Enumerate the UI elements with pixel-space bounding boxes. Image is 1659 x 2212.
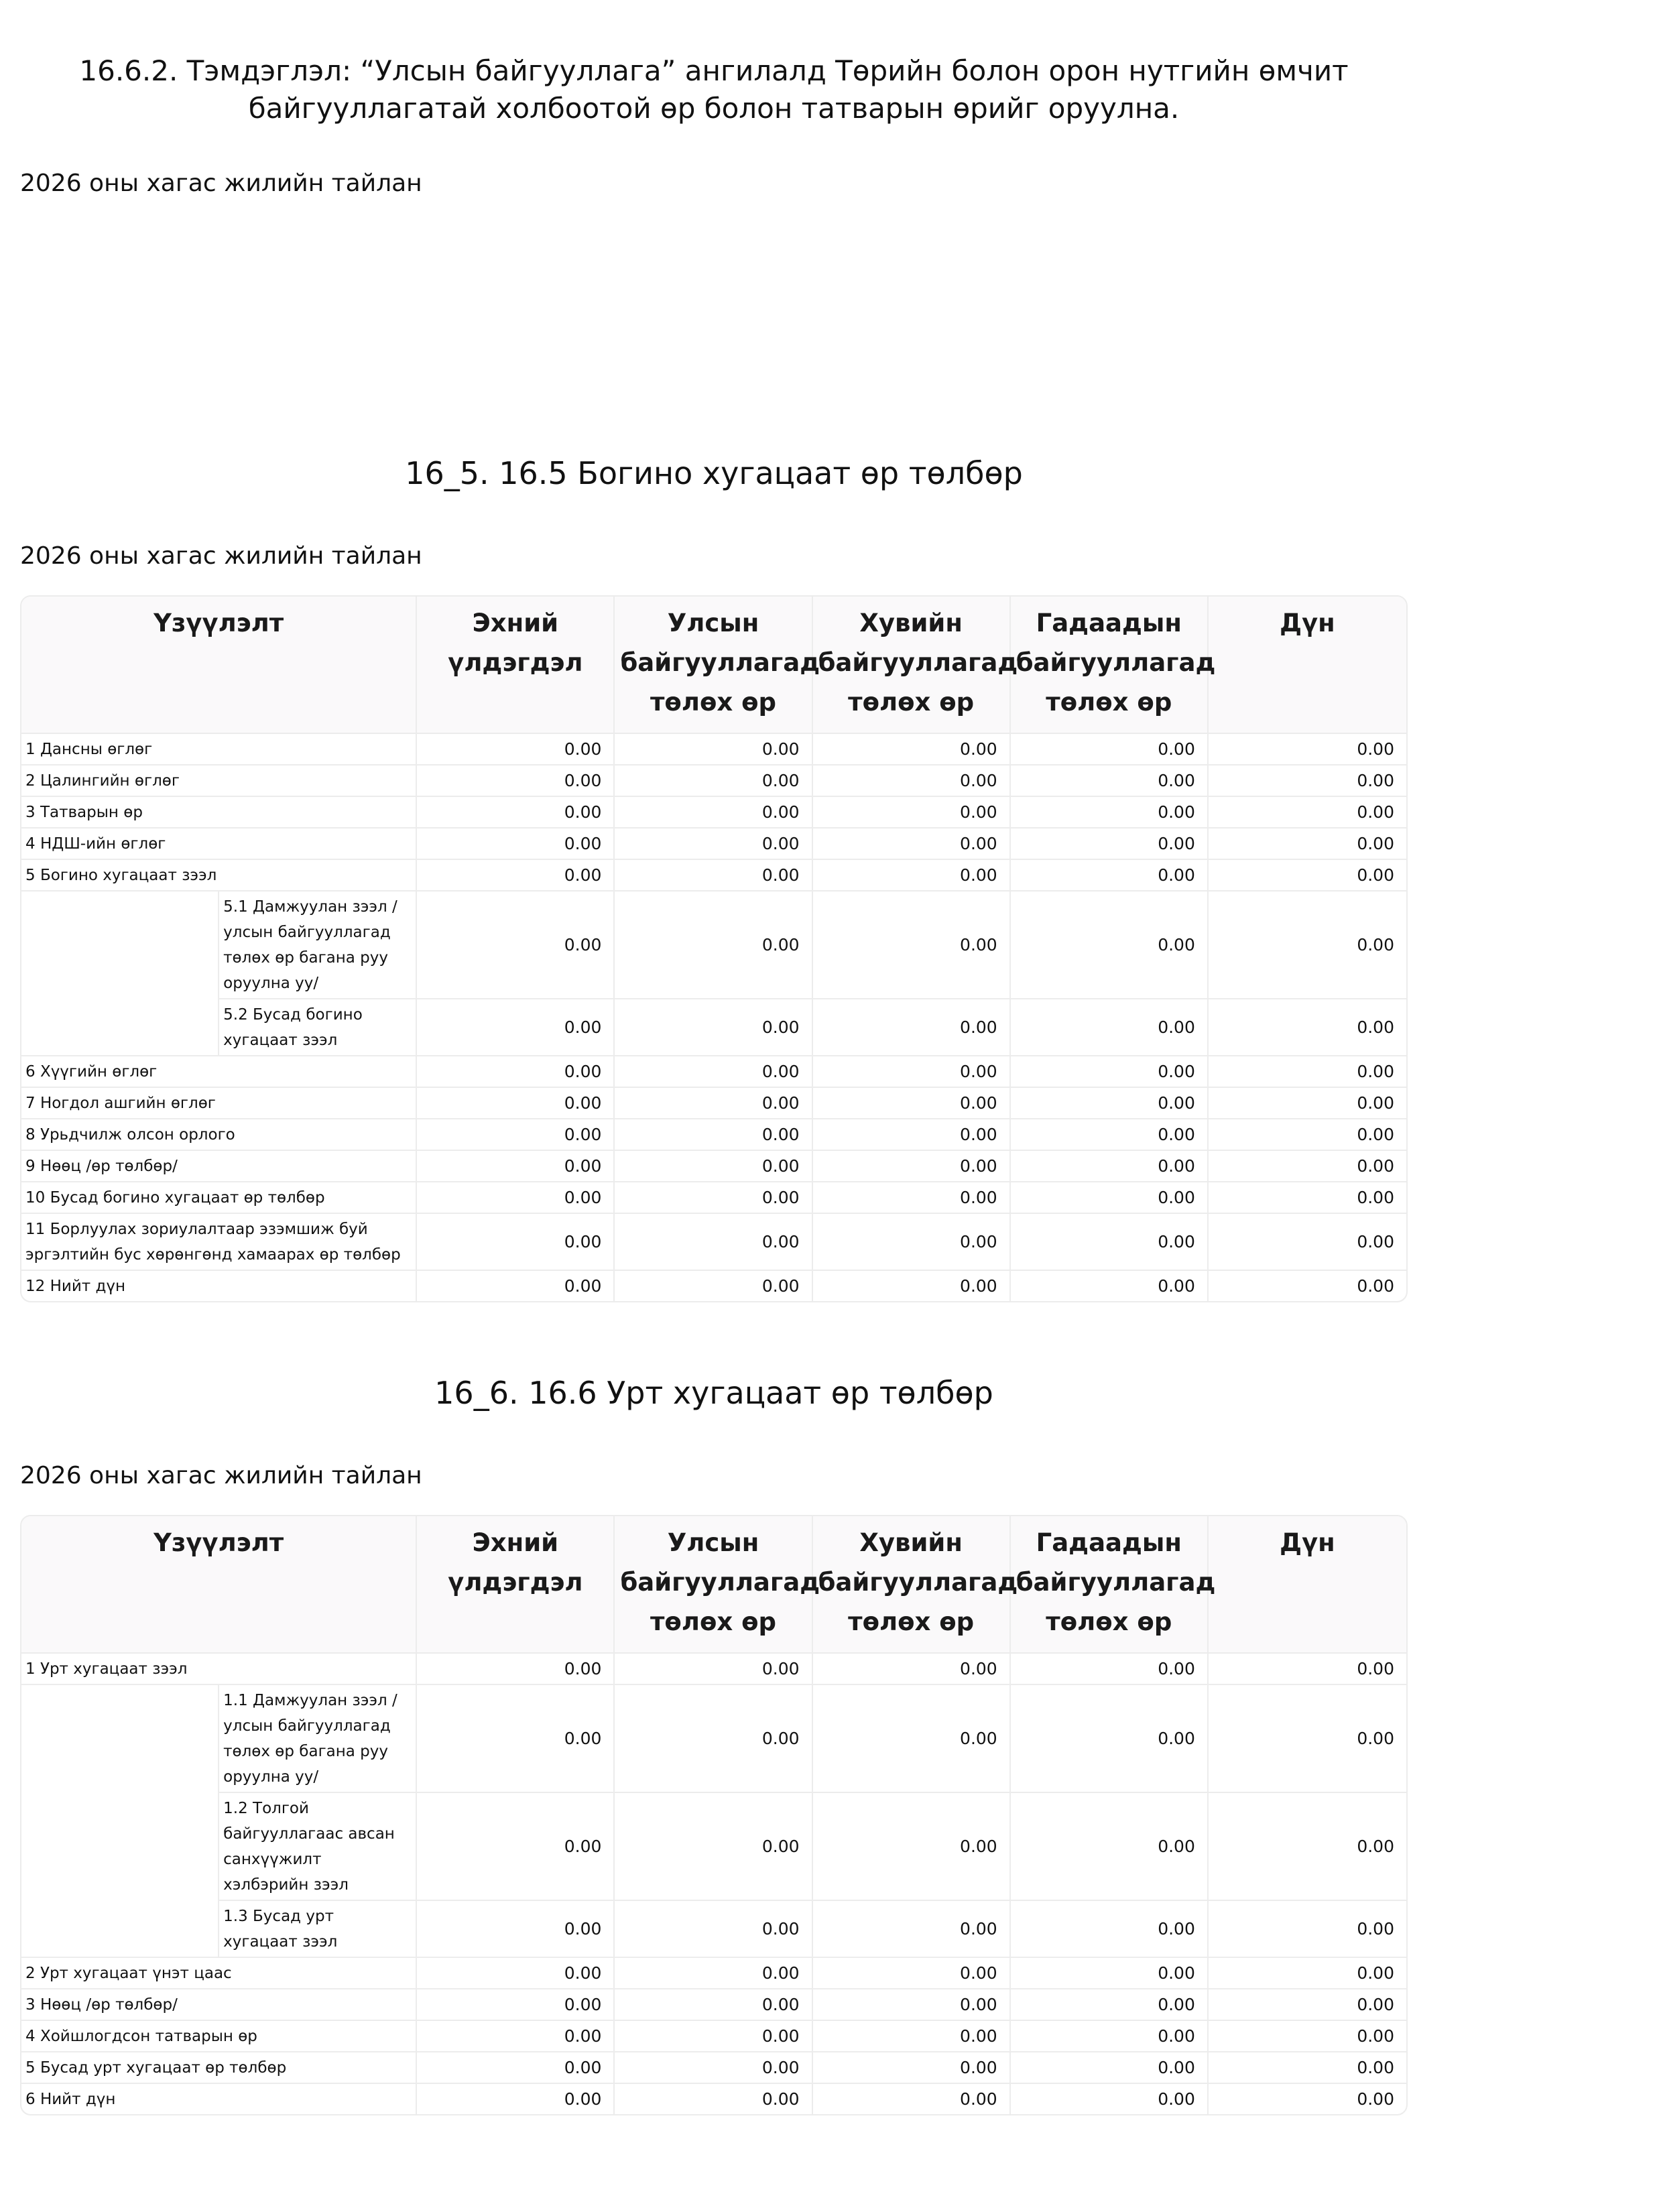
value-cell: 0.00: [1011, 1989, 1209, 2021]
value-cell: 0.00: [1209, 1214, 1406, 1271]
value-cell: 0.00: [1209, 892, 1406, 999]
value-cell: 0.00: [615, 765, 812, 797]
row-label: 11 Борлуулах зориулалтаар эзэмшиж буй эргэлтийн бус хөрөнгөнд хамаарах өр төлбөр: [21, 1214, 417, 1271]
value-cell: 0.00: [1011, 2052, 1209, 2084]
value-cell: 0.00: [417, 2021, 615, 2052]
value-cell: 0.00: [1011, 797, 1209, 828]
value-cell: 0.00: [615, 2021, 812, 2052]
row-label: 10 Бусад богино хугацаат өр төлбөр: [21, 1182, 417, 1214]
value-cell: 0.00: [615, 1901, 812, 1958]
header-indicator: Үзүүлэлт: [21, 1516, 417, 1654]
header-total: Дүн: [1209, 1516, 1406, 1654]
value-cell: 0.00: [813, 797, 1011, 828]
value-cell: 0.00: [1209, 734, 1406, 765]
value-cell: 0.00: [417, 734, 615, 765]
value-cell: 0.00: [417, 1088, 615, 1119]
value-cell: 0.00: [417, 828, 615, 860]
report-period-label: 2026 оны хагас жилийн тайлан: [20, 1462, 422, 1489]
value-cell: 0.00: [1209, 1958, 1406, 1989]
value-cell: 0.00: [1209, 1989, 1406, 2021]
value-cell: 0.00: [813, 1958, 1011, 1989]
value-cell: 0.00: [813, 765, 1011, 797]
value-cell: 0.00: [1357, 1276, 1394, 1296]
value-cell: 0.00: [1209, 1182, 1406, 1214]
indent-cell: [21, 1685, 219, 1958]
value-cell: 0.00: [813, 2021, 1011, 2052]
row-label: 8 Урьдчилж олсон орлого: [21, 1119, 417, 1151]
value-cell: 0.00: [615, 828, 812, 860]
value-cell: 0.00: [417, 1654, 615, 1685]
value-cell: 0.00: [1357, 2089, 1394, 2109]
long-term-liabilities-table: [20, 1515, 1408, 2115]
row-label: 6 Нийт дүн: [21, 2084, 417, 2114]
value-cell: 0.00: [1011, 1214, 1209, 1271]
value-cell: 0.00: [1011, 828, 1209, 860]
value-cell: 0.00: [1011, 2084, 1209, 2114]
value-cell: 0.00: [813, 828, 1011, 860]
table-row: [21, 892, 1406, 999]
table-row: [21, 1793, 1406, 1901]
value-cell: 0.00: [417, 1989, 615, 2021]
value-cell: 0.00: [813, 1793, 1011, 1901]
value-cell: 0.00: [417, 1271, 615, 1301]
section-title-long-term: 16_6. 16.6 Урт хугацаат өр төлбөр: [434, 1375, 993, 1411]
value-cell: 0.00: [1209, 2021, 1406, 2052]
header-total: Дүн: [1209, 597, 1406, 734]
value-cell: 0.00: [1011, 892, 1209, 999]
value-cell: 0.00: [615, 892, 812, 999]
table-row: [21, 1119, 1406, 1151]
value-cell: 0.00: [615, 2052, 812, 2084]
row-label: 7 Ногдол ашгийн өглөг: [21, 1088, 417, 1119]
value-cell: 0.00: [1011, 1654, 1209, 1685]
header-private-org-debt: Хувийн байгууллагад төлөх өр: [813, 597, 1011, 734]
value-cell: 0.00: [417, 1119, 615, 1151]
table-row: [21, 1654, 1406, 1685]
header-state-org-debt: Улсын байгууллагад төлөх өр: [615, 1516, 812, 1654]
value-cell: 0.00: [615, 1119, 812, 1151]
report-period-label: 2026 оны хагас жилийн тайлан: [20, 542, 422, 570]
value-cell: 0.00: [813, 1151, 1011, 1182]
table-row: [21, 2021, 1406, 2052]
value-cell: 0.00: [1209, 1901, 1406, 1958]
value-cell: 0.00: [1011, 734, 1209, 765]
value-cell: 0.00: [417, 892, 615, 999]
value-cell: 0.00: [615, 1088, 812, 1119]
value-cell: 0.00: [615, 1685, 812, 1793]
report-period-label: 2026 оны хагас жилийн тайлан: [20, 170, 422, 197]
value-cell: 0.00: [615, 734, 812, 765]
value-cell: 0.00: [1011, 1958, 1209, 1989]
value-cell: 0.00: [813, 1088, 1011, 1119]
header-opening-balance: Эхний үлдэгдэл: [417, 1516, 615, 1654]
table-row: [21, 2084, 1406, 2114]
value-cell: 0.00: [813, 2052, 1011, 2084]
value-cell: 0.00: [1011, 1685, 1209, 1793]
value-cell: 0.00: [615, 1271, 812, 1301]
value-cell: 0.00: [615, 1182, 812, 1214]
row-label: 5.1 Дамжуулан зээл / улсын байгууллагад төлөх өр багана руу оруулна уу/: [219, 892, 417, 999]
value-cell: 0.00: [813, 2084, 1011, 2114]
value-cell: 0.00: [1209, 1151, 1406, 1182]
value-cell: 0.00: [417, 999, 615, 1056]
row-label: 2 Цалингийн өглөг: [21, 765, 417, 797]
value-cell: 0.00: [615, 797, 812, 828]
value-cell: 0.00: [1209, 860, 1406, 892]
table-row: [21, 2052, 1406, 2084]
table-header-row: [21, 1516, 1406, 1654]
value-cell: 0.00: [1011, 765, 1209, 797]
row-label: 5.2 Бусад богино хугацаат зээл: [219, 999, 417, 1056]
table-row: [21, 860, 1406, 892]
header-private-org-debt: Хувийн байгууллагад төлөх өр: [813, 1516, 1011, 1654]
value-cell: 0.00: [417, 2052, 615, 2084]
value-cell: 0.00: [1011, 1119, 1209, 1151]
value-cell: 0.00: [1209, 2052, 1406, 2084]
value-cell: 0.00: [1209, 828, 1406, 860]
value-cell: 0.00: [417, 1214, 615, 1271]
header-foreign-org-debt: Гадаадын байгууллагад төлөх өр: [1011, 597, 1209, 734]
header-indicator: Үзүүлэлт: [21, 597, 417, 734]
value-cell: 0.00: [615, 1793, 812, 1901]
value-cell: 0.00: [417, 1793, 615, 1901]
row-label: 1.2 Толгой байгууллагаас авсан санхүүжилт хэлбэрийн зээл: [219, 1793, 417, 1901]
row-label: 2 Урт хугацаат үнэт цаас: [21, 1958, 417, 1989]
table-row: [21, 1182, 1406, 1214]
value-cell: 0.00: [417, 797, 615, 828]
value-cell: 0.00: [1209, 999, 1406, 1056]
row-label: 12 Нийт дүн: [21, 1271, 417, 1301]
value-cell: 0.00: [615, 1056, 812, 1088]
table-row: [21, 1989, 1406, 2021]
indent-cell: [21, 892, 219, 1056]
value-cell: 0.00: [1209, 1654, 1406, 1685]
value-cell: 0.00: [813, 1271, 1011, 1301]
table-row: [21, 1056, 1406, 1088]
row-label: 1.3 Бусад урт хугацаат зээл: [219, 1901, 417, 1958]
table-row: [21, 765, 1406, 797]
table-row: [21, 828, 1406, 860]
value-cell: 0.00: [615, 1214, 812, 1271]
value-cell: 0.00: [1011, 1182, 1209, 1214]
row-label: 1 Урт хугацаат зээл: [21, 1654, 417, 1685]
row-label: 5 Богино хугацаат зээл: [21, 860, 417, 892]
value-cell: 0.00: [1011, 2021, 1209, 2052]
table-row: [21, 1271, 1406, 1301]
value-cell: 0.00: [813, 999, 1011, 1056]
row-label: 6 Хүүгийн өглөг: [21, 1056, 417, 1088]
value-cell: 0.00: [417, 1182, 615, 1214]
table-row: [21, 999, 1406, 1056]
value-cell: 0.00: [1011, 1271, 1209, 1301]
footnote: [0, 52, 1428, 127]
table-row: [21, 1214, 1406, 1271]
value-cell: 0.00: [813, 1654, 1011, 1685]
value-cell: 0.00: [615, 1654, 812, 1685]
value-cell: 0.00: [1011, 1088, 1209, 1119]
value-cell: 0.00: [615, 1958, 812, 1989]
value-cell: 0.00: [417, 765, 615, 797]
value-cell: 0.00: [615, 999, 812, 1056]
row-label: 4 Хойшлогдсон татварын өр: [21, 2021, 417, 2052]
row-label: 1.1 Дамжуулан зээл / улсын байгууллагад төлөх өр багана руу оруулна уу/: [219, 1685, 417, 1793]
value-cell: 0.00: [813, 1685, 1011, 1793]
value-cell: 0.00: [813, 1056, 1011, 1088]
value-cell: 0.00: [813, 892, 1011, 999]
value-cell: 0.00: [1011, 999, 1209, 1056]
value-cell: 0.00: [813, 1119, 1011, 1151]
value-cell: 0.00: [813, 1901, 1011, 1958]
table-row: [21, 797, 1406, 828]
table-header-row: [21, 597, 1406, 734]
header-state-org-debt: Улсын байгууллагад төлөх өр: [615, 597, 812, 734]
value-cell: 0.00: [1011, 860, 1209, 892]
value-cell: 0.00: [1209, 1685, 1406, 1793]
table-row: [21, 1685, 1406, 1793]
value-cell: 0.00: [813, 860, 1011, 892]
value-cell: 0.00: [1209, 1119, 1406, 1151]
value-cell: 0.00: [417, 2084, 615, 2114]
value-cell: 0.00: [417, 1958, 615, 1989]
value-cell: 0.00: [813, 1214, 1011, 1271]
value-cell: 0.00: [615, 1151, 812, 1182]
value-cell: 0.00: [1011, 1901, 1209, 1958]
row-label: 4 НДШ-ийн өглөг: [21, 828, 417, 860]
table-row: [21, 1901, 1406, 1958]
value-cell: 0.00: [813, 734, 1011, 765]
value-cell: 0.00: [417, 860, 615, 892]
value-cell: 0.00: [1209, 797, 1406, 828]
section-title-short-term: 16_5. 16.5 Богино хугацаат өр төлбөр: [405, 455, 1023, 491]
value-cell: 0.00: [417, 1056, 615, 1088]
table-row: [21, 734, 1406, 765]
short-term-liabilities-table: [20, 595, 1408, 1302]
row-label: 3 Татварын өр: [21, 797, 417, 828]
table-row: [21, 1958, 1406, 1989]
value-cell: 0.00: [1209, 765, 1406, 797]
row-label: 5 Бусад урт хугацаат өр төлбөр: [21, 2052, 417, 2084]
value-cell: 0.00: [813, 1989, 1011, 2021]
header-foreign-org-debt: Гадаадын байгууллагад төлөх өр: [1011, 1516, 1209, 1654]
value-cell: 0.00: [615, 1989, 812, 2021]
value-cell: 0.00: [813, 1182, 1011, 1214]
value-cell: 0.00: [417, 1901, 615, 1958]
footnote-line-2: байгууллагатай холбоотой өр болон татварын өрийг оруулна.: [248, 92, 1180, 125]
row-label: 1 Дансны өглөг: [21, 734, 417, 765]
value-cell: 0.00: [1011, 1056, 1209, 1088]
value-cell: 0.00: [1209, 1056, 1406, 1088]
footnote-line-1: 16.6.2. Тэмдэглэл: “Улсын байгууллага” ангилалд Төрийн болон орон нутгийн өмчит: [79, 54, 1349, 87]
header-opening-balance: Эхний үлдэгдэл: [417, 597, 615, 734]
value-cell: 0.00: [417, 1685, 615, 1793]
row-label: 9 Нөөц /өр төлбөр/: [21, 1151, 417, 1182]
row-label: 3 Нөөц /өр төлбөр/: [21, 1989, 417, 2021]
value-cell: 0.00: [1011, 1151, 1209, 1182]
table-row: [21, 1088, 1406, 1119]
value-cell: 0.00: [615, 860, 812, 892]
table-row: [21, 1151, 1406, 1182]
value-cell: 0.00: [1209, 1793, 1406, 1901]
value-cell: 0.00: [615, 2084, 812, 2114]
value-cell: 0.00: [1209, 1088, 1406, 1119]
value-cell: 0.00: [1011, 1793, 1209, 1901]
value-cell: 0.00: [417, 1151, 615, 1182]
